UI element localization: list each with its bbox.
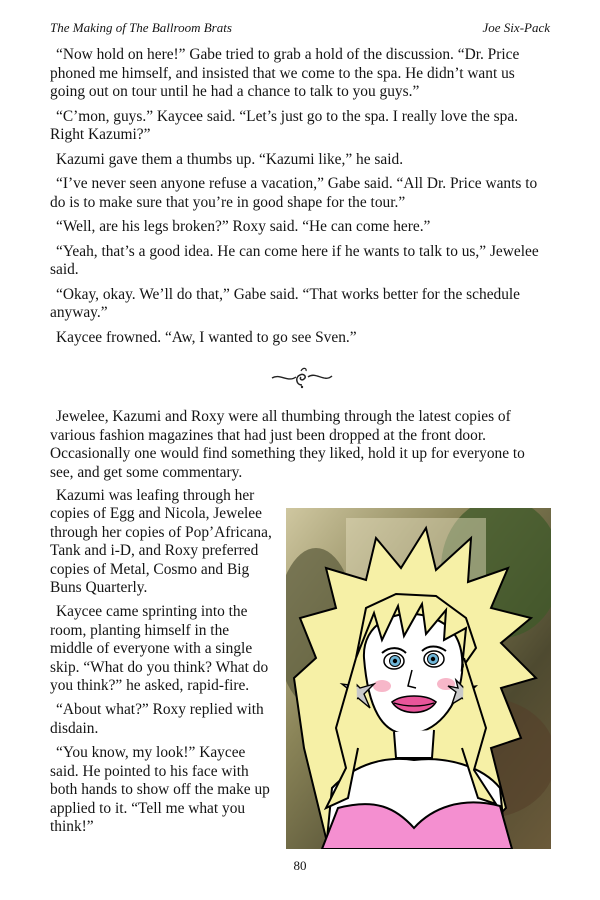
body-text-after-break (50, 408, 550, 488)
author-name: Joe Six-Pack (482, 20, 550, 35)
running-header (50, 20, 550, 38)
paragraph: “Well, are his legs broken?” Roxy said. “He can come here.” (56, 218, 431, 235)
paragraph: Kazumi gave them a thumbs up. “Kazumi like,” he said. (56, 150, 404, 168)
character-illustration (286, 508, 551, 849)
cartoon-blonde-character-illustration (286, 508, 551, 849)
paragraph: “About what?” Roxy replied with disdain. (50, 701, 264, 737)
paragraph: Kaycee frowned. “Aw, I wanted to go see Sven.” (56, 328, 357, 346)
body-text-top (50, 46, 550, 353)
page-number: 80 (293, 858, 307, 873)
fleuron-ornament-icon (270, 363, 334, 391)
paragraph: “Yeah, that’s a good idea. He can come here if he wants to talk to us,” Jewelee said. (50, 242, 539, 278)
paragraph: “You know, my look!” Kaycee said. He pointed to his face with both hands to show off the make up applied to it. “Tell me what you think!” (50, 744, 270, 835)
paragraph: Jewelee, Kazumi and Roxy were all thumbing through the latest copies of various fashion magazines that had just been dropped at the front door. Occasionally one would find something they liked, hold it up for everyone to see, and get some commentary. (50, 408, 525, 481)
paragraph: “C’mon, guys.” Kaycee said. “Let’s just go to the spa. I really love the spa. Right Kazumi?” (50, 107, 519, 143)
paragraph: “I’ve never seen anyone refuse a vacation,” Gabe said. “All Dr. Price wants to do is to make sure that you’re in good shape for the tour.” (50, 175, 538, 211)
paragraph: Kaycee came sprinting into the room, planting himself in the middle of everyone with a single skip. “What do you think? What do you think?” he asked, rapid-fire. (50, 603, 269, 695)
paragraph: Kazumi was leafing through her copies of Egg and Nicola, Jewelee through her copies of Pop’Africana, Tank and i-D, and Roxy preferred copies of Metal, Cosmo and Big Buns Quarterly. (50, 487, 272, 597)
paragraph: “Now hold on here!” Gabe tried to grab a hold of the discussion. “Dr. Price phoned me himself, and insisted that we come to the spa. He didn’t want us going out on tour until he had a chance to talk to you guys.” (50, 46, 520, 100)
body-text-column (50, 487, 274, 842)
paragraph: “Okay, okay. We’ll do that,” Gabe said. “That works better for the schedule anyway.” (50, 285, 521, 321)
book-title: The Making of The Ballroom Brats (50, 20, 232, 35)
